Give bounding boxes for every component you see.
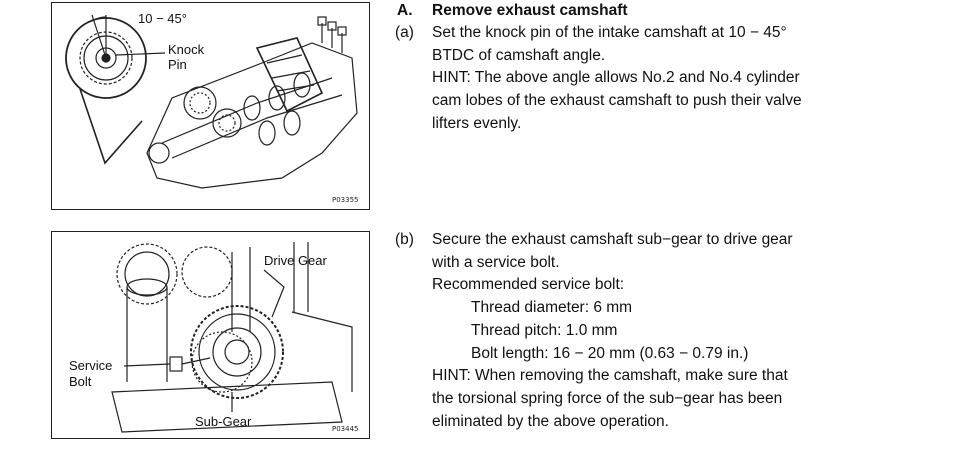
figure-code: P03445 bbox=[332, 425, 359, 433]
section-letter: A. bbox=[397, 2, 413, 19]
step-b-marker: (b) bbox=[395, 231, 414, 248]
service-label: Service bbox=[69, 358, 113, 373]
angle-label: 10 − 45° bbox=[138, 11, 187, 26]
figure-code: P03355 bbox=[332, 196, 359, 204]
figure-service-bolt bbox=[51, 231, 370, 439]
step-a-hint-line: lifters evenly. bbox=[432, 114, 522, 132]
step-b-hint-line: the torsional spring force of the sub−gear has been bbox=[432, 389, 783, 407]
spec-thread-pitch: Thread pitch: 1.0 mm bbox=[471, 321, 618, 339]
knock-label: Knock bbox=[168, 42, 205, 57]
step-a-marker: (a) bbox=[395, 24, 414, 41]
camshaft-illustration bbox=[52, 3, 369, 209]
bolt-label: Bolt bbox=[69, 374, 92, 389]
step-b-line: Recommended service bolt: bbox=[432, 276, 625, 294]
pin-label: Pin bbox=[168, 57, 187, 72]
step-b-hint-line: eliminated by the above operation. bbox=[432, 412, 669, 430]
step-a-line: Set the knock pin of the intake camshaft at 10 − 45° bbox=[432, 24, 787, 41]
step-a-hint-line: cam lobes of the exhaust camshaft to push their valve bbox=[432, 92, 802, 110]
figure-camshaft-knock-pin bbox=[51, 2, 370, 210]
step-b-line: with a service bolt. bbox=[432, 253, 560, 271]
sub-gear-label: Sub-Gear bbox=[195, 414, 252, 429]
spec-thread-diameter: Thread diameter: 6 mm bbox=[471, 299, 633, 317]
step-a-line: BTDC of camshaft angle. bbox=[432, 46, 606, 64]
spec-bolt-length: Bolt length: 16 − 20 mm (0.63 − 0.79 in.) bbox=[471, 344, 749, 362]
step-b-hint-line: HINT: When removing the camshaft, make sure that bbox=[432, 367, 788, 385]
section-title: Remove exhaust camshaft bbox=[432, 2, 628, 19]
drive-gear-label: Drive Gear bbox=[264, 253, 327, 268]
step-b-line: Secure the exhaust camshaft sub−gear to drive gear bbox=[432, 231, 793, 248]
step-a-hint-line: HINT: The above angle allows No.2 and No.4 cylinder bbox=[432, 69, 800, 87]
